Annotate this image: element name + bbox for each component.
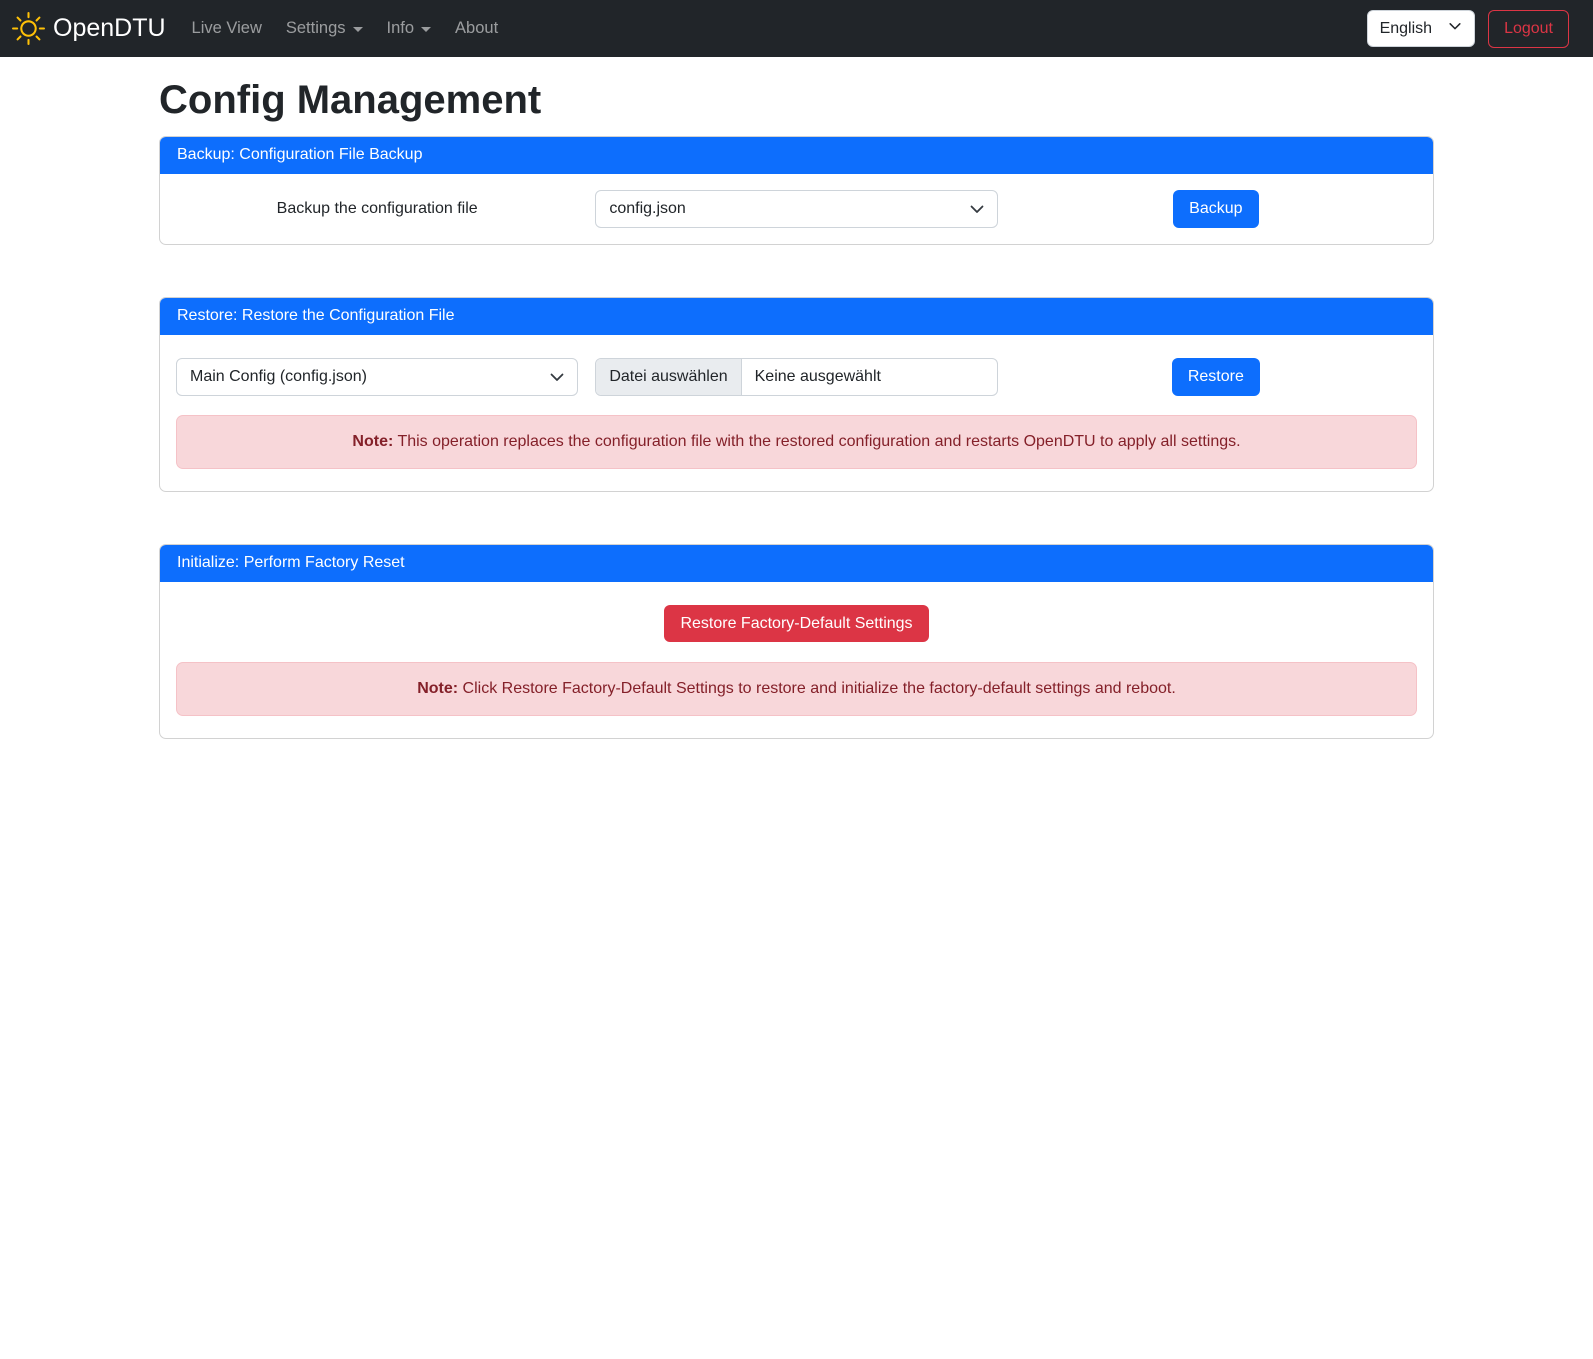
note-label: Note: xyxy=(417,680,459,697)
navbar-right xyxy=(1367,10,1569,48)
nav-item-label: Settings xyxy=(285,19,346,37)
backup-card xyxy=(159,136,1434,245)
backup-file-label: Backup the configuration file xyxy=(276,200,478,217)
chevron-down-icon xyxy=(549,369,565,385)
restore-config-select-value: Main Config (config.json) xyxy=(190,368,367,385)
note-text: This operation replaces the configuration file with the restored configuration and restarts OpenDTU to apply all settings. xyxy=(397,433,1241,450)
language-select-value: English xyxy=(1379,19,1433,37)
restore-config-select[interactable] xyxy=(176,358,578,396)
factory-reset-card xyxy=(159,544,1434,739)
sun-icon xyxy=(12,12,45,45)
note-text: Click Restore Factory-Default Settings to restore and initialize the factory-default settings and reboot. xyxy=(462,680,1176,697)
backup-file-select[interactable] xyxy=(595,190,997,228)
file-choose-button[interactable]: Datei auswählen xyxy=(596,359,741,395)
navbar xyxy=(0,0,1593,57)
nav-item-info[interactable] xyxy=(387,11,432,46)
nav-item-label: About xyxy=(455,19,499,37)
caret-down-icon xyxy=(353,27,363,32)
caret-down-icon xyxy=(421,27,431,32)
chevron-down-icon xyxy=(1448,19,1462,38)
factory-reset-button[interactable]: Restore Factory-Default Settings xyxy=(664,605,928,642)
restore-note-alert xyxy=(176,415,1417,469)
nav-item-label: Info xyxy=(386,19,415,37)
restore-button[interactable]: Restore xyxy=(1172,358,1260,396)
backup-card-header: Backup: Configuration File Backup xyxy=(160,137,1433,174)
page-title: Config Management xyxy=(159,78,542,122)
chevron-down-icon xyxy=(969,201,985,217)
file-status-text: Keine ausgewählt xyxy=(754,368,881,385)
nav-links xyxy=(180,11,511,46)
nav-item-label: Live View xyxy=(191,19,262,37)
factory-reset-card-header: Initialize: Perform Factory Reset xyxy=(160,545,1433,582)
backup-file-select-value: config.json xyxy=(609,200,686,217)
logout-button[interactable]: Logout xyxy=(1488,10,1569,48)
brand-link[interactable] xyxy=(12,12,166,45)
language-select[interactable] xyxy=(1367,10,1475,47)
factory-reset-note-alert xyxy=(176,662,1417,716)
restore-card xyxy=(159,297,1434,492)
backup-button[interactable]: Backup xyxy=(1173,190,1258,228)
restore-card-header: Restore: Restore the Configuration File xyxy=(160,298,1433,335)
nav-item-settings[interactable] xyxy=(286,11,363,46)
main-content xyxy=(159,76,1434,739)
nav-item-live-view[interactable] xyxy=(192,11,262,46)
brand-text: OpenDTU xyxy=(53,14,166,42)
note-label: Note: xyxy=(352,433,394,450)
nav-item-about[interactable] xyxy=(455,11,498,46)
restore-file-input[interactable] xyxy=(595,358,997,396)
